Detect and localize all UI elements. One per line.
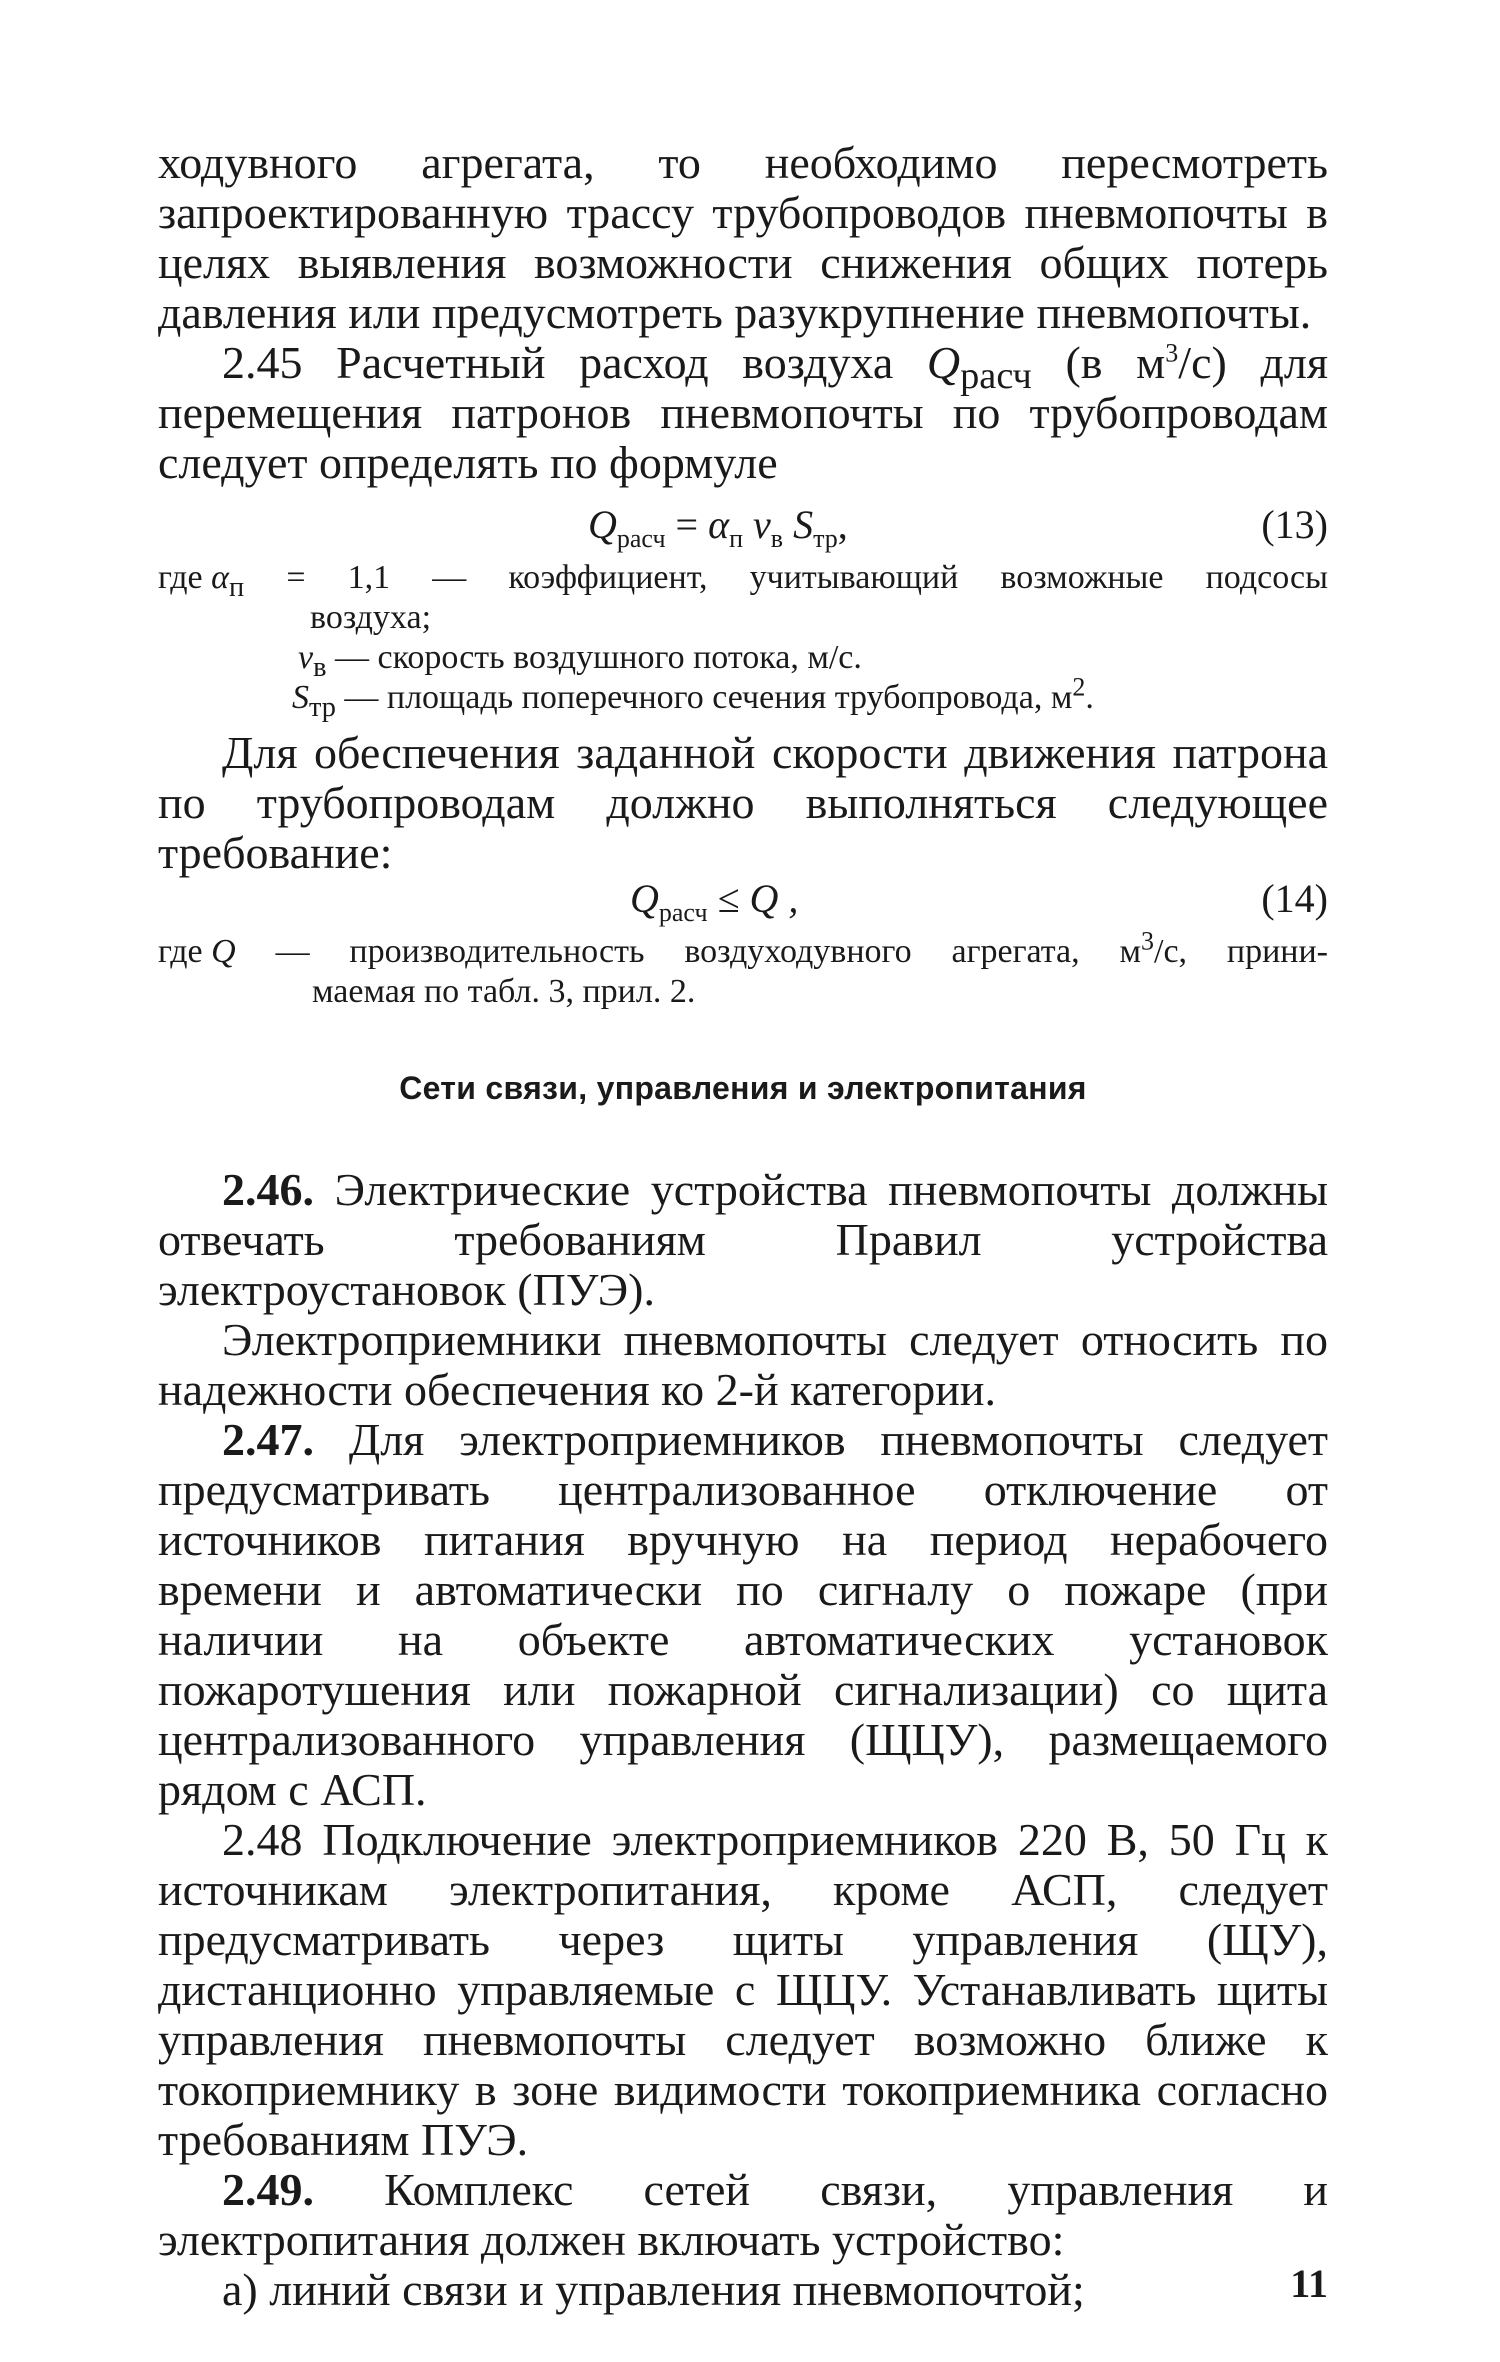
legend-q: где Q — производительность воздуходувного агрегата, $м^3/с$, прини-: [158, 926, 1328, 970]
formula-14-number: (14): [1261, 876, 1328, 921]
clause-number: 2.46.: [222, 1164, 314, 1215]
formula-13-legend: [158, 558, 1328, 723]
formula-14-legend: [158, 926, 1328, 1012]
page-number: 11: [1290, 2261, 1328, 2306]
legend-area: $S_{тр}$ — площадь поперечного сечения трубопровода, $м^2$.: [292, 672, 1094, 723]
legend-velocity: $v_в$ — скорость воздушного потока, м/с.: [298, 639, 862, 683]
paragraph-continuation: ходувного агрегата, то необходимо пересмотреть запроектированную трассу трубопроводов пневмопочты в целях выявления возможности снижения общих потерь давления или предусмотреть разукрупнение пневмопочты.: [158, 137, 1328, 338]
clause-number: 2.45: [222, 337, 303, 388]
paragraph-2-47: 2.47. Для электроприемников пневмопочты следует предусматривать централизованное отключение от источников питания вручную на период нерабочего времени и автоматически по сигналу о пожаре (при наличии на объекте автоматических установок пожаротушения или пожарной сигнализации) со щита централизованного управления (ЩЦУ), размещаемого рядом с АСП.: [158, 1414, 1328, 1815]
formula-13-number: (13): [1261, 502, 1328, 547]
clause-number: 2.48: [222, 1814, 303, 1865]
paragraph-2-46: 2.46. Электрические устройства пневмопочты должны отвечать требованиям Правил устройства электроустановок (ПУЭ).: [158, 1164, 1328, 1315]
paragraph-speed-requirement: Для обеспечения заданной скорости движения патрона по трубопроводам должно выполняться следующее требование:: [158, 727, 1328, 878]
legend-alpha: где $\alpha_п = 1,1$ — коэффициент, учитывающий возможные подсосы: [158, 559, 1328, 603]
formula-14-expression: $Q_{расч} \le Q$ ,: [630, 876, 799, 927]
formula-13-expression: $Q_{расч} = \alpha_п$ $v_в$ $S_{тр}$,: [588, 502, 848, 553]
legend-q-continued: маемая по табл. 3, прил. 2.: [312, 973, 696, 1010]
section-heading: Сети связи, управления и электропитания: [399, 1070, 1087, 1106]
formula-14: [158, 874, 1328, 927]
paragraph-2-46-b: Электроприемники пневмопочты следует относить по надежности обеспечения ко 2-й категории.: [158, 1314, 1328, 1415]
paragraph-2-49: 2.49. Комплекс сетей связи, управления и электропитания должен включать устройство:: [158, 2164, 1328, 2265]
legend-alpha-continued: воздуха;: [310, 599, 432, 636]
paragraph-2-45: 2.45 Расчетный расход воздуха $Q_{расч}$ (в $м^3/с$) для перемещения патронов пневмопочты по трубопроводам следует определять по формуле: [158, 337, 1328, 488]
paragraph-2-48: 2.48 Подключение электроприемников 220 В, 50 Гц к источникам электропитания, кроме АСП, следует предусматривать через щиты управления (ЩУ), дистанционно управляемые с ЩЦУ. Устанавливать щиты управления пневмопочты следует возможно ближе к токоприемнику в зоне видимости токоприемника согласно требованиям ПУЭ.: [158, 1814, 1328, 2165]
formula-13: [158, 500, 1328, 553]
list-item-a: а) линий связи и управления пневмопочтой;: [222, 2264, 1085, 2315]
clause-number: 2.47.: [222, 1414, 314, 1465]
clause-number: 2.49.: [222, 2164, 314, 2215]
page-body: [158, 138, 1328, 2315]
